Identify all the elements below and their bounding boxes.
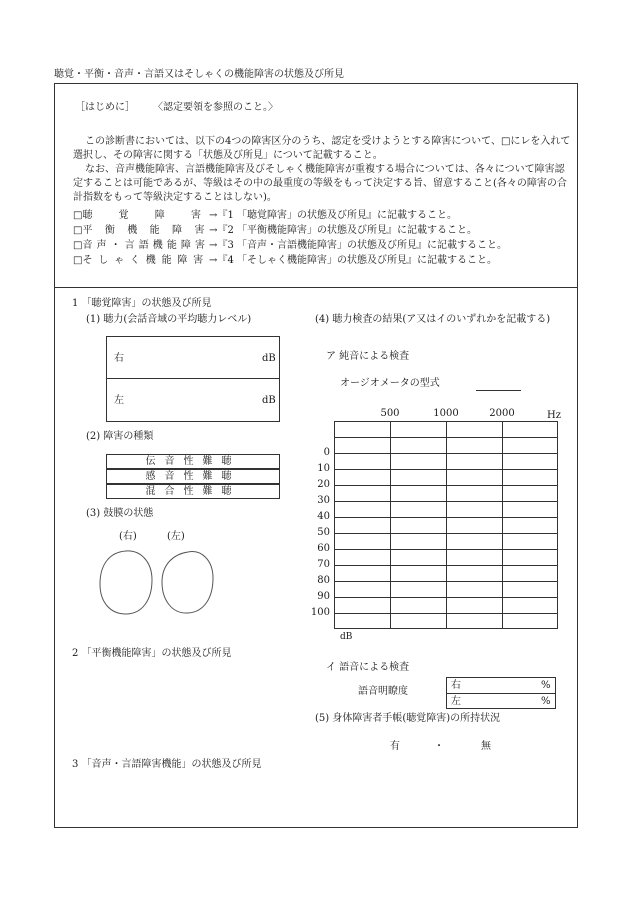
handbook-no[interactable]: 無: [481, 741, 491, 752]
checkbox-label: 平 衡 機 能 障 害→: [82, 225, 218, 236]
intro-paragraph-1: この診断書においては、以下の4つの障害区分のうち、認定を受けようとする障害について、□にレを入れて選択し、その障害に関する「状態及び所見」について記載すること。: [73, 136, 571, 161]
checkbox-text: 『3 「音声・言語機能障害」の状態及び所見』に記載すること。: [217, 240, 507, 251]
speech-left-label: 左: [451, 696, 461, 707]
audiogram-gridline-h: [334, 613, 558, 614]
speech-clarity-label: 語音明瞭度: [358, 686, 408, 697]
audiogram-freq-label: 2000: [489, 408, 515, 419]
checkbox[interactable]: □: [73, 210, 83, 221]
checkbox[interactable]: □: [73, 240, 83, 251]
checkbox[interactable]: □: [73, 255, 83, 266]
audiogram-db-label: 80: [317, 575, 330, 586]
intro-heading-note: 〈認定要領を参照のこと。〉: [153, 102, 278, 113]
eardrum-drawings: [96, 548, 216, 618]
checkbox-label: そしゃく機能障害→: [82, 255, 218, 266]
checkbox-row-chewing[interactable]: [73, 254, 497, 267]
hearing-level-divider: [106, 378, 280, 379]
audiogram-db-label: 30: [317, 495, 330, 506]
disability-type-heading: (2) 障害の種類: [86, 431, 154, 442]
audiogram-freq-label: 500: [380, 408, 400, 419]
audiogram-db-label: 0: [323, 447, 330, 458]
checkbox[interactable]: □: [73, 225, 83, 236]
intro-heading: ［はじめに］: [75, 102, 135, 113]
checkbox-text: 『1 「聴覚障害」の状態及び所見』に記載すること。: [217, 210, 457, 221]
eardrum-right-label: (右): [119, 531, 137, 542]
audiogram-gridline-h: [334, 453, 558, 454]
eardrum-left-drawing: [162, 552, 213, 614]
audiogram-db-label: 90: [317, 591, 330, 602]
eardrum-right-drawing: [100, 551, 152, 614]
left-ear-label: 左: [114, 395, 124, 406]
checkbox-text: 『2 「平衡機能障害」の状態及び所見』に記載すること。: [217, 225, 477, 236]
checkbox-label: 音声・言語機能障害→: [82, 240, 218, 251]
speech-right-percent: %: [541, 680, 551, 691]
audiogram-gridline-h: [334, 533, 558, 534]
checkbox-row-hearing[interactable]: [73, 209, 457, 222]
audiogram-db-label: 60: [317, 543, 330, 554]
test-results-heading: (4) 聴力検査の結果(ア又はイのいずれかを記載する): [315, 314, 551, 325]
audiogram-gridline-h: [334, 565, 558, 566]
type-row-conductive[interactable]: 伝音性難聴: [106, 454, 280, 469]
eardrum-left-label: (左): [167, 531, 185, 542]
handbook-yes[interactable]: 有: [390, 741, 400, 752]
db-label: dB: [340, 632, 353, 642]
audiogram-db-label: 20: [317, 479, 330, 490]
checkbox-text: 『4 「そしゃく機能障害」の状態及び所見』に記載すること。: [217, 255, 497, 266]
audiogram-gridline-h: [334, 469, 558, 470]
audiogram-db-label: 10: [317, 463, 330, 474]
speech-left-percent: %: [541, 696, 551, 707]
checkbox-row-voice[interactable]: [73, 239, 507, 252]
section1-title: 1 「聴覚障害」の状態及び所見: [72, 298, 212, 309]
audiogram-gridline-h: [334, 501, 558, 502]
audiogram-gridline-h: [334, 437, 558, 438]
right-ear-label: 右: [114, 353, 124, 364]
audiogram-gridline-h: [334, 517, 558, 518]
audiometer-input-line[interactable]: [476, 390, 521, 391]
hearing-level-heading: (1) 聴力(会話音域の平均聴力レベル): [86, 314, 252, 325]
page-title: 聴覚・平衡・音声・言語又はそしゃくの機能障害の状態及び所見: [54, 69, 344, 80]
speech-right-label: 右: [451, 680, 461, 691]
type-row-sensorineural[interactable]: 感音性難聴: [106, 469, 280, 484]
audiogram-gridline-h: [334, 581, 558, 582]
audiogram-db-label: 50: [317, 527, 330, 538]
audiogram-db-label: 40: [317, 511, 330, 522]
eardrum-heading: (3) 鼓膜の状態: [86, 508, 154, 519]
audiogram-gridline-h: [334, 597, 558, 598]
checkbox-row-balance[interactable]: [73, 224, 477, 237]
intro-divider: [54, 287, 578, 288]
left-ear-unit: dB: [262, 395, 276, 406]
handbook-heading: (5) 身体障害者手帳(聴覚障害)の所持状況: [315, 713, 501, 724]
hearing-level-box: [106, 336, 280, 422]
section2-title: 2 「平衡機能障害」の状態及び所見: [72, 648, 232, 659]
audiogram-db-label: 100: [310, 607, 330, 618]
audiogram-gridline-h: [334, 549, 558, 550]
section3-title: 3 「音声・言語障害機能」の状態及び所見: [72, 759, 262, 770]
audiogram-gridline-h: [334, 485, 558, 486]
type-row-mixed[interactable]: 混合性難聴: [106, 484, 280, 499]
hz-label: Hz: [547, 410, 561, 421]
audiogram-freq-label: 1000: [433, 408, 459, 419]
speech-clarity-divider: [446, 693, 556, 694]
checkbox-label: 聴 覚 障 害→: [82, 210, 218, 221]
speech-test-heading: イ 語音による検査: [326, 662, 410, 673]
right-ear-unit: dB: [262, 353, 276, 364]
pure-tone-heading: ア 純音による検査: [326, 351, 410, 362]
handbook-separator: ・: [434, 741, 444, 752]
audiometer-label: オージオメータの型式: [340, 378, 440, 389]
audiogram-db-label: 70: [317, 559, 330, 570]
intro-paragraph-2: なお、音声機能障害、言語機能障害及びそしゃく機能障害が重複する場合については、各々について障害認定することは可能であるが、等級はその中の最重度の等級をもって決定する旨、留意すること(各々の障害の合計指数をもって等級決定することはしない)。: [73, 164, 567, 203]
